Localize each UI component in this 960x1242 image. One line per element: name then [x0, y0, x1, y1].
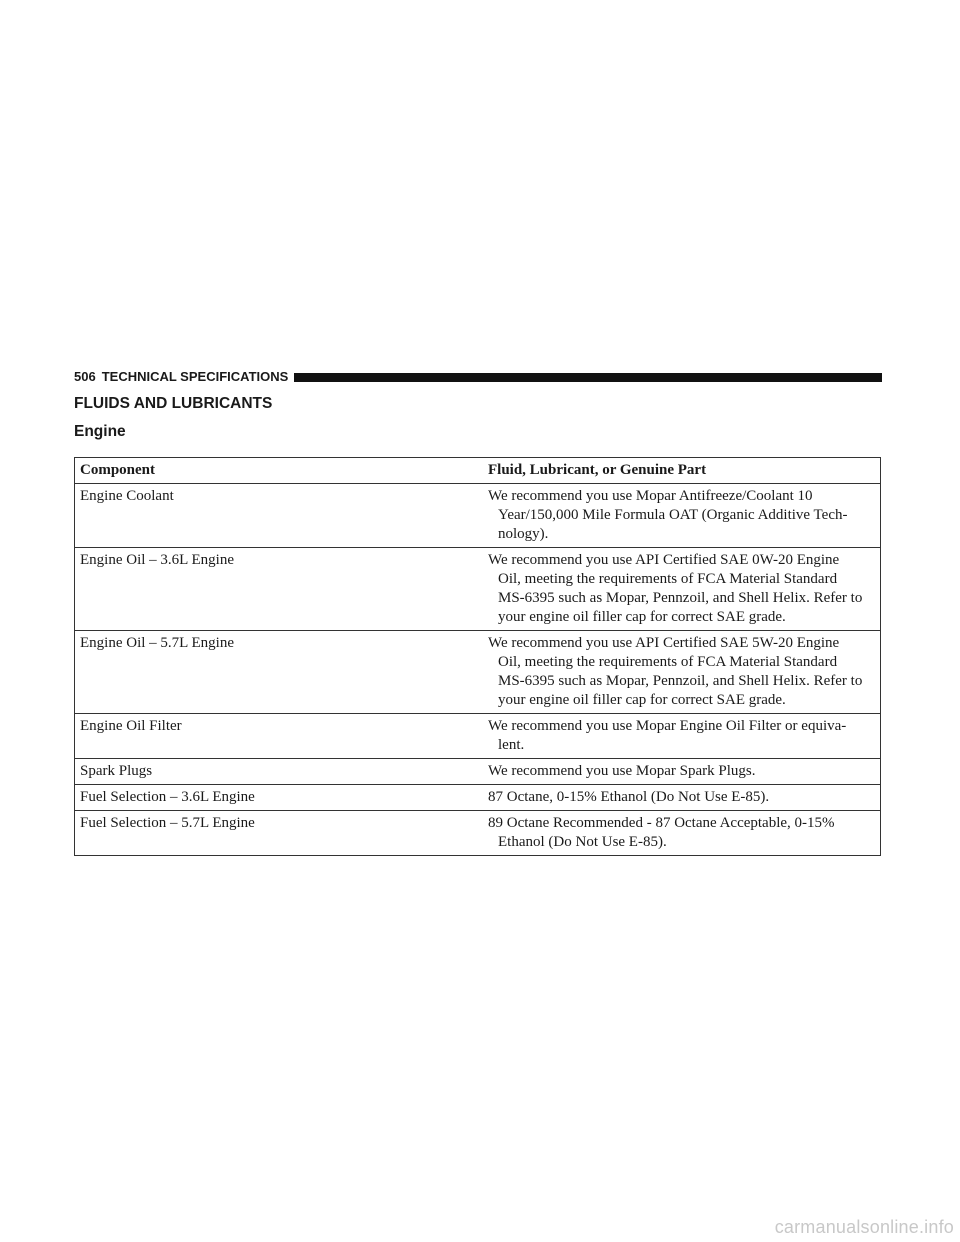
fluids-table: [74, 457, 881, 856]
column-header-fluid: Fluid, Lubricant, or Genuine Part: [483, 458, 881, 484]
fluid-text-line: MS-6395 such as Mopar, Pennzoil, and Shell Helix. Refer to: [498, 673, 863, 689]
fluid-text-line: your engine oil filler cap for correct SAE grade.: [498, 609, 786, 625]
fluid-text-line: Oil, meeting the requirements of FCA Material Standard: [498, 654, 838, 670]
component-cell: Engine Oil – 3.6L Engine: [75, 548, 484, 631]
fluid-text-line: We recommend you use API Certified SAE 0W-20 Engine: [488, 552, 840, 568]
fluid-text-line: lent.: [498, 737, 525, 753]
fluid-cell: [483, 714, 881, 759]
table-row: [75, 548, 881, 631]
table-header-row: [75, 458, 881, 484]
fluid-text-line: Ethanol (Do Not Use E-85).: [498, 834, 667, 850]
table-row: [75, 785, 881, 811]
fluid-cell: [483, 484, 881, 548]
table-body: [75, 484, 881, 856]
fluid-text-line: We recommend you use Mopar Spark Plugs.: [488, 763, 756, 779]
fluid-text-line: We recommend you use Mopar Antifreeze/Coolant 10: [488, 488, 813, 504]
fluid-text-line: your engine oil filler cap for correct SAE grade.: [498, 692, 786, 708]
table-row: [75, 714, 881, 759]
column-header-component: Component: [75, 458, 484, 484]
sub-title: Engine: [74, 423, 126, 440]
fluid-cell: [483, 811, 881, 856]
fluid-text-line: MS-6395 such as Mopar, Pennzoil, and Shell Helix. Refer to: [498, 590, 863, 606]
fluid-cell: [483, 759, 881, 785]
fluid-text-line: We recommend you use Mopar Engine Oil Filter or equiva-: [488, 718, 847, 734]
component-cell: Fuel Selection – 5.7L Engine: [75, 811, 484, 856]
fluid-text-line: 87 Octane, 0-15% Ethanol (Do Not Use E-85).: [488, 789, 770, 805]
component-cell: Engine Coolant: [75, 484, 484, 548]
page-number: 506: [74, 369, 96, 384]
fluid-text-line: nology).: [498, 526, 549, 542]
fluid-text-line: 89 Octane Recommended - 87 Octane Acceptable, 0-15%: [488, 815, 835, 831]
fluid-text-line: We recommend you use API Certified SAE 5W-20 Engine: [488, 635, 840, 651]
section-title: FLUIDS AND LUBRICANTS: [74, 395, 273, 412]
watermark: carmanualsonline.info: [774, 1217, 954, 1237]
section-label: TECHNICAL SPECIFICATIONS: [101, 369, 289, 384]
table-row: [75, 759, 881, 785]
fluid-cell: [483, 785, 881, 811]
page-header: [74, 369, 882, 385]
fluid-text-line: Year/150,000 Mile Formula OAT (Organic Additive Tech-: [498, 507, 848, 523]
component-cell: Fuel Selection – 3.6L Engine: [75, 785, 484, 811]
table-row: [75, 811, 881, 856]
fluid-cell: [483, 548, 881, 631]
header-rule: [294, 373, 882, 382]
component-cell: Engine Oil Filter: [75, 714, 484, 759]
table-row: [75, 631, 881, 714]
fluid-cell: [483, 631, 881, 714]
table-row: [75, 484, 881, 548]
component-cell: Spark Plugs: [75, 759, 484, 785]
fluid-text-line: Oil, meeting the requirements of FCA Material Standard: [498, 571, 838, 587]
component-cell: Engine Oil – 5.7L Engine: [75, 631, 484, 714]
